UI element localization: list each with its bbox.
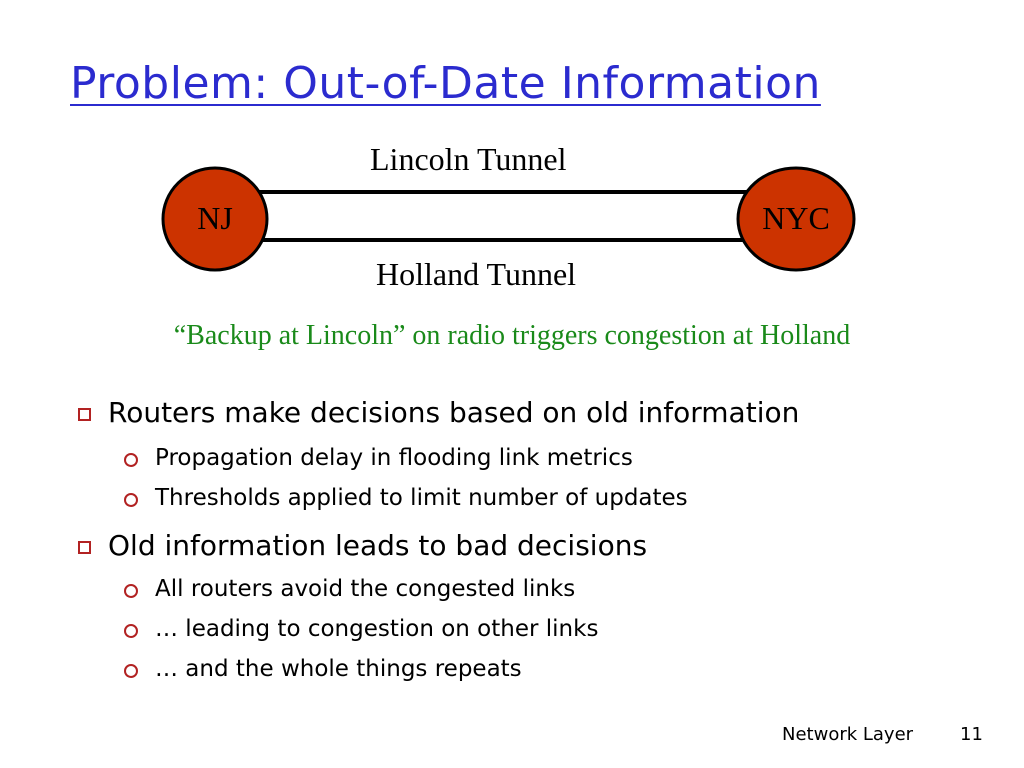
page-number: 11 [960, 724, 983, 745]
nj-node-label: NJ [197, 200, 233, 236]
sub-bullet-item: … leading to congestion on other links [155, 616, 599, 642]
sub-bullet-item: … and the whole things repeats [155, 656, 522, 682]
square-bullet-icon [78, 408, 91, 421]
footer-section-label: Network Layer [782, 724, 914, 745]
circle-bullet-icon [124, 453, 138, 467]
sub-bullet-item: Thresholds applied to limit number of updates [155, 485, 688, 511]
nyc-node-label: NYC [762, 200, 830, 236]
bullet-item: Routers make decisions based on old information [108, 396, 800, 429]
sub-bullet-item: All routers avoid the congested links [155, 576, 576, 602]
circle-bullet-icon [124, 664, 138, 678]
lincoln-tunnel-label: Lincoln Tunnel [370, 141, 567, 177]
circle-bullet-icon [124, 584, 138, 598]
holland-tunnel-label: Holland Tunnel [376, 256, 577, 292]
circle-bullet-icon [124, 493, 138, 507]
square-bullet-icon [78, 541, 91, 554]
diagram-caption: “Backup at Lincoln” on radio triggers congestion at Holland [173, 320, 851, 351]
circle-bullet-icon [124, 624, 138, 638]
slide-title: Problem: Out-of-Date Information [70, 58, 821, 109]
bullet-item: Old information leads to bad decisions [108, 529, 648, 562]
sub-bullet-item: Propagation delay in flooding link metrics [155, 445, 633, 471]
